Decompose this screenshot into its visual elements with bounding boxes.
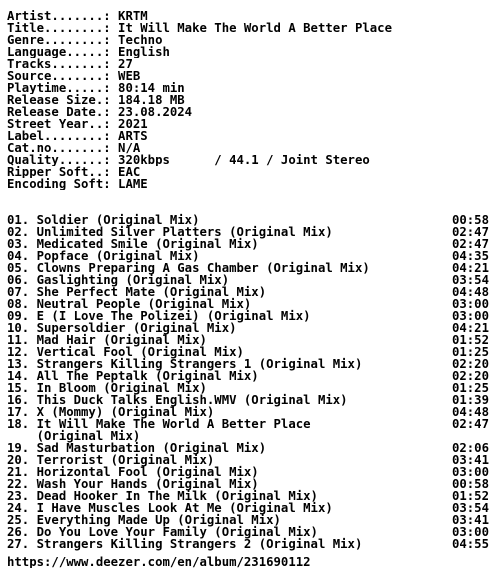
info-tracks: Tracks.......: 27	[7, 58, 133, 70]
track-title: 13. Strangers Killing Strangers 1 (Original Mix)	[7, 357, 363, 371]
track-duration: 01:52	[451, 489, 489, 503]
track-duration: 04:35	[451, 249, 489, 263]
track-duration: 02:20	[451, 369, 489, 383]
track-duration: 03:00	[451, 525, 489, 539]
info-genre: Genre........: Techno	[7, 34, 163, 46]
info-title: Title........: It Will Make The World A Better Place	[7, 22, 392, 34]
info-label: Label........: ARTS	[7, 130, 148, 142]
track-title: 10. Supersoldier (Original Mix)	[7, 321, 237, 335]
track-row	[7, 418, 489, 430]
track-title: 09. E (I Love The Polizei) (Original Mix)	[7, 309, 311, 323]
track-duration: 03:41	[451, 453, 489, 467]
track-duration: 03:00	[451, 465, 489, 479]
track-title: 12. Vertical Fool (Original Mix)	[7, 345, 244, 359]
track-title: 11. Mad Hair (Original Mix)	[7, 333, 207, 347]
track-duration: 01:39	[451, 393, 489, 407]
track-duration: 03:54	[451, 273, 489, 287]
track-row	[7, 538, 489, 550]
track-title: 03. Medicated Smile (Original Mix)	[7, 237, 259, 251]
track-title: 06. Gaslighting (Original Mix)	[7, 273, 230, 287]
track-title: 02. Unlimited Silver Platters (Original Mix)	[7, 225, 333, 239]
info-release-date: Release Date.: 23.08.2024	[7, 106, 193, 118]
track-title: 23. Dead Hooker In The Milk (Original Mix)	[7, 489, 318, 503]
track-duration: 01:25	[451, 381, 489, 395]
track-duration: 03:54	[451, 501, 489, 515]
track-duration: 02:47	[451, 237, 489, 251]
track-duration: 02:20	[451, 357, 489, 371]
info-street-year: Street Year..: 2021	[7, 118, 148, 130]
album-url: https://www.deezer.com/en/album/231690112	[7, 556, 311, 568]
info-encoding-soft: Encoding Soft: LAME	[7, 178, 148, 190]
track-duration: 04:55	[451, 537, 489, 551]
track-duration: 03:00	[451, 309, 489, 323]
track-duration: 04:48	[451, 405, 489, 419]
info-quality: Quality......: 320kbps / 44.1 / Joint Stereo	[7, 154, 370, 166]
track-duration: 00:58	[451, 477, 489, 491]
track-title: 07. She Perfect Mate (Original Mix)	[7, 285, 267, 299]
track-title: 15. In Bloom (Original Mix)	[7, 381, 207, 395]
track-duration: 04:21	[451, 321, 489, 335]
info-block	[7, 10, 489, 190]
track-title: 27. Strangers Killing Strangers 2 (Original Mix)	[7, 537, 363, 551]
track-title: 24. I Have Muscles Look At Me (Original Mix)	[7, 501, 333, 515]
info-source: Source.......: WEB	[7, 70, 141, 82]
track-title: 04. Popface (Original Mix)	[7, 249, 200, 263]
track-duration: 02:47	[451, 417, 489, 431]
track-duration: 03:00	[451, 297, 489, 311]
track-duration: 00:58	[451, 213, 489, 227]
track-duration: 04:21	[451, 261, 489, 275]
track-title: 05. Clowns Preparing A Gas Chamber (Original Mix)	[7, 261, 370, 275]
track-title: 08. Neutral People (Original Mix)	[7, 297, 252, 311]
track-duration: 02:47	[451, 225, 489, 239]
track-duration: 03:41	[451, 513, 489, 527]
spacer	[7, 190, 489, 214]
track-title: 20. Terrorist (Original Mix)	[7, 453, 215, 467]
track-duration: 02:06	[451, 441, 489, 455]
info-artist: Artist.......: KRTM	[7, 10, 148, 22]
track-title: 16. This Duck Talks English.WMV (Original Mix)	[7, 393, 348, 407]
info-release-size: Release Size.: 184.18 MB	[7, 94, 185, 106]
track-duration: 01:52	[451, 333, 489, 347]
track-title: 18. It Will Make The World A Better Place	[7, 417, 311, 431]
track-title: 01. Soldier (Original Mix)	[7, 213, 200, 227]
release-info-document	[7, 10, 489, 568]
track-duration: 01:25	[451, 345, 489, 359]
track-title-continuation: (Original Mix)	[7, 429, 141, 443]
track-title: 19. Sad Masturbation (Original Mix)	[7, 441, 267, 455]
tracklist	[7, 214, 489, 550]
track-title: 22. Wash Your Hands (Original Mix)	[7, 477, 259, 491]
track-title: 25. Everything Made Up (Original Mix)	[7, 513, 281, 527]
track-title: 21. Horizontal Fool (Original Mix)	[7, 465, 259, 479]
info-ripper-soft: Ripper Soft..: EAC	[7, 166, 141, 178]
track-title: 17. X (Mommy) (Original Mix)	[7, 405, 215, 419]
track-title: 26. Do You Love Your Family (Original Mix)	[7, 525, 318, 539]
track-duration: 04:48	[451, 285, 489, 299]
info-cat-no: Cat.no.......: N/A	[7, 142, 141, 154]
info-playtime: Playtime.....: 80:14 min	[7, 82, 185, 94]
info-language: Language.....: English	[7, 46, 170, 58]
track-title: 14. All The Peptalk (Original Mix)	[7, 369, 259, 383]
